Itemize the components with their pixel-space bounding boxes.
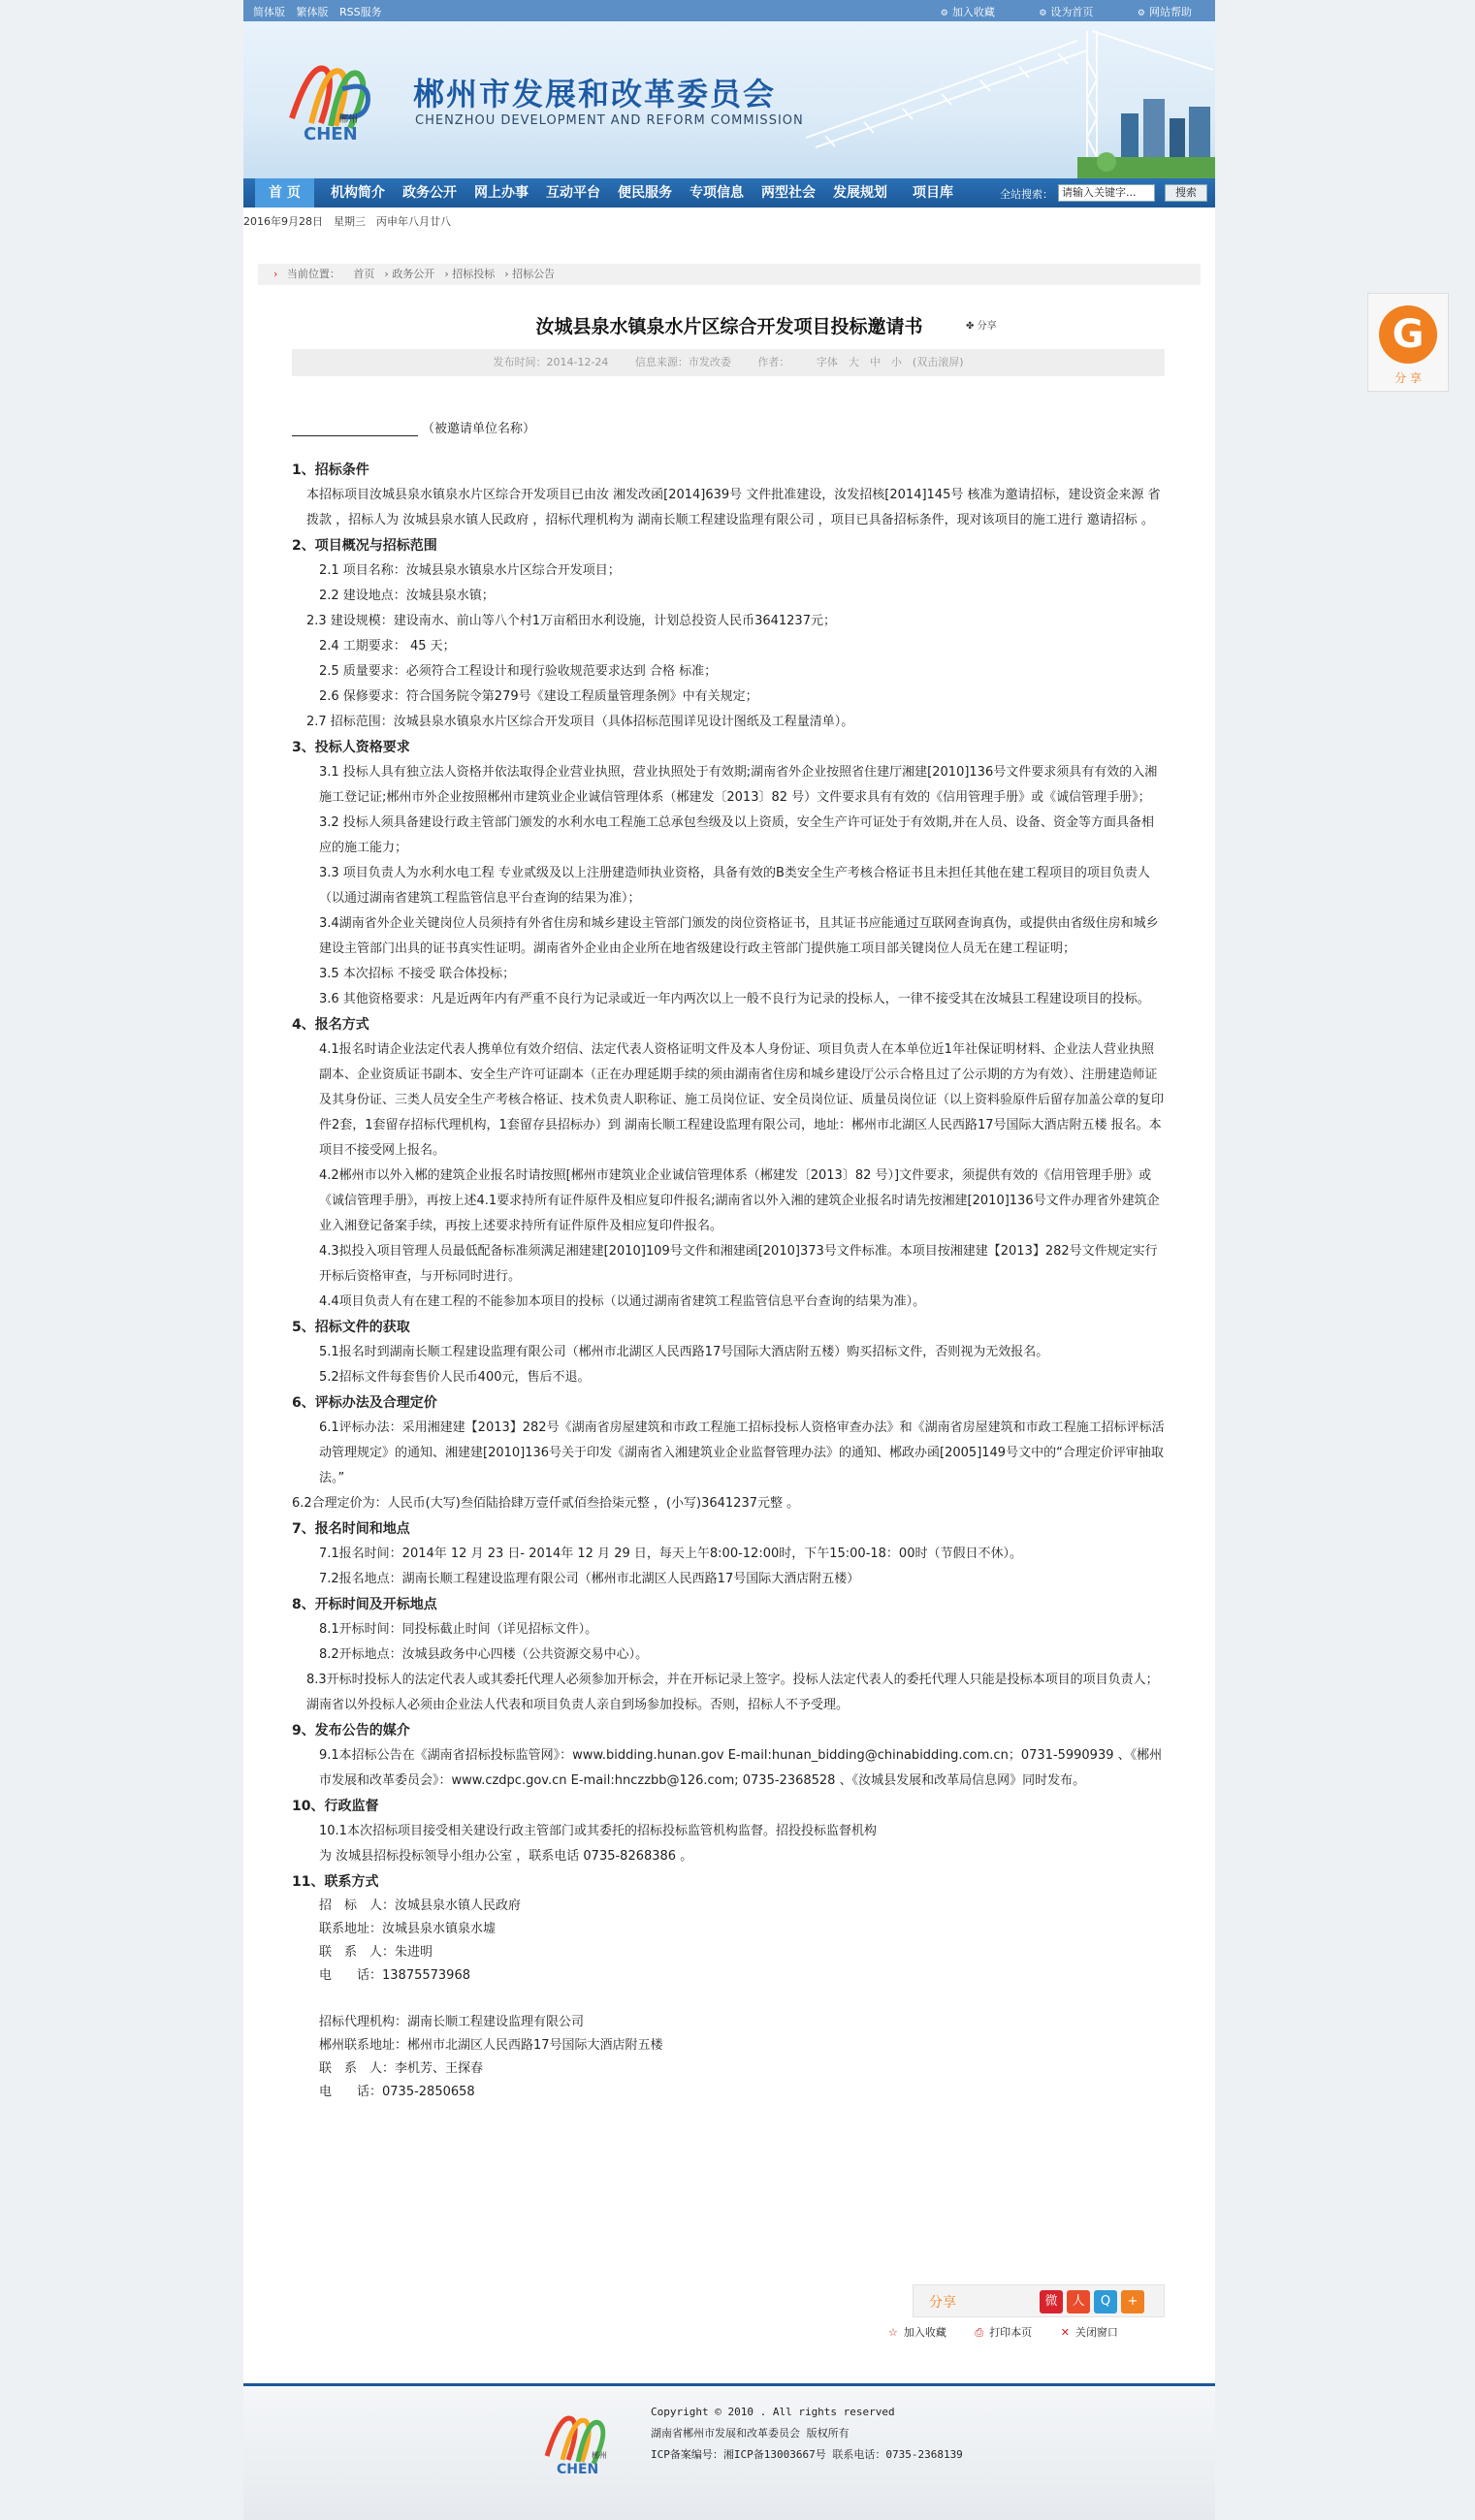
paragraph: 4.4项目负责人有在建工程的不能参加本项目的投标（以通过湖南省建筑工程监管信息平台查询的结果为准）。 [319, 1294, 926, 1309]
nav-about[interactable]: 机构简介 [331, 185, 385, 201]
tool-close-window[interactable]: ✕ 关闭窗口 [1060, 2326, 1118, 2339]
section-heading: 9、发布公告的媒介 [292, 1723, 410, 1738]
link-site-help[interactable]: ⚙ 网站帮助 [1138, 6, 1192, 18]
paragraph: 3.1 投标人具有独立法人资格并依法取得企业营业执照，营业执照处于有效期;湖南省外企业按照省住建厅湘建[2010]136号文件要求须具有有效的入湘施工登记证;郴州市外企业按照郴州市建筑业企业诚信管理体系（郴建发〔2013〕82 号）文件要求具有有效的《信用管理手册》或《诚信管理手册》； [319, 765, 1158, 805]
paragraph: 4.1报名时请企业法定代表人携单位有效介绍信、法定代表人资格证明文件及本人身份证、项目负责人在本单位近1年社保证明材料、企业法人营业执照副本、企业资质证书副本、安全生产许可证副本（正在办理延期手续的须由湖南省住房和城乡建设厅公示合格且过了公示期的方为有效）、注册建造师证及其身份证、三类人员安全生产考核合格证、技术负责人职称证、施工员岗位证、安全员岗位证、质量员岗位证（以上资料验原件后留存加盖公章的复印件2套，1套留存招标代理机构，1套留存县招标办）到 湖南长顺工程建设监理有限公司，地址：郴州市北湖区人民西路17号国际大酒店附五楼 报名。本项目不接受网上报名。 [319, 1042, 1165, 1158]
close-icon: ✕ [1060, 2326, 1070, 2339]
share-renren-icon[interactable]: 人 [1067, 2290, 1090, 2313]
link-simplified[interactable]: 简体版 [253, 6, 285, 18]
share-more-icon[interactable]: + [1121, 2290, 1144, 2313]
breadcrumb-bidding[interactable]: 招标投标 [452, 268, 496, 280]
paragraph: 3.4湖南省外企业关键岗位人员须持有外省住房和城乡建设主管部门颁发的岗位资格证书，且其证书应能通过互联网查询真伪，或提供由省级住房和城乡建设主管部门出具的证书真实性证明。湖南省外企业由企业所在地省级建设行政主管部门提供施工项目部关键岗位人员无在建工程证明； [319, 916, 1159, 956]
share-small-button[interactable] [966, 317, 997, 332]
share-qzone-icon[interactable]: Q [1094, 2290, 1117, 2313]
contact-line: 郴州联系地址：郴州市北湖区人民西路17号国际大酒店附五楼 [319, 2038, 663, 2053]
section-heading: 8、开标时间及开标地点 [292, 1597, 437, 1612]
section-heading: 2、项目概况与招标范围 [292, 538, 437, 554]
section-heading: 7、报名时间和地点 [292, 1521, 410, 1537]
paragraph: 为 汝城县招标投标领导小组办公室 ，联系电话 0735-8268386 。 [319, 1849, 693, 1864]
share-bar-label[interactable]: 分享 [929, 2295, 956, 2311]
link-add-favorite[interactable]: ⚙ 加入收藏 [941, 6, 995, 18]
contact-block [292, 1895, 1165, 2104]
logo-icon [282, 50, 379, 147]
footer-owner: 湖南省郴州市发展和改革委员会 版权所有 [651, 2427, 850, 2440]
site-title-en: CHENZHOU DEVELOPMENT AND REFORM COMMISSION [415, 113, 804, 128]
search-button[interactable]: 搜索 [1165, 184, 1207, 202]
breadcrumb-label: 当前位置： [286, 268, 340, 280]
breadcrumb-arrow-icon: › [273, 268, 278, 280]
link-traditional[interactable]: 繁体版 [296, 6, 329, 18]
article-meta [292, 349, 1165, 376]
footer [243, 2386, 1215, 2520]
footer-logo-icon [539, 2408, 626, 2475]
footer-copyright: Copyright © 2010 . All rights reserved [651, 2406, 895, 2418]
nav-special-info[interactable]: 专项信息 [689, 185, 744, 201]
paragraph: 4.2郴州市以外入郴的建筑企业报名时请按照[郴州市建筑业企业诚信管理体系（郴建发〔2013〕82 号）]文件要求，须提供有效的《信用管理手册》或《诚信管理手册》，再按上述4.1要求持所有证件原件及相应复印件报名;湖南省以外入湘的建筑企业报名时请先按湘建[2010]136号文件办理省外建筑企业入湘登记备案手续，再按上述要求持所有证件原件及相应复印件报名。 [319, 1168, 1160, 1233]
section-heading: 1、招标条件 [292, 463, 369, 478]
meta-author: 作者： [757, 356, 790, 368]
logo-text-en: CHEN [304, 124, 358, 144]
tool-print[interactable]: ⎙ 打印本页 [975, 2326, 1033, 2339]
paragraph: 6.2合理定价为：人民币(大写)叁佰陆拾肆万壹仟贰佰叁拾柒元整 ，(小写)3641237元整 。 [292, 1496, 800, 1511]
section-heading: 3、投标人资格要求 [292, 740, 410, 755]
page [243, 0, 1215, 2520]
footer-icp: ICP备案编号：湘ICP备13003667号 联系电话：0735-2368139 [651, 2448, 963, 2461]
paragraph: 本招标项目汝城县泉水镇泉水片区综合开发项目已由汝 湘发改函[2014]639号 文件批准建设，汝发招核[2014]145号 核准为邀请招标，建设资金来源 省拨款 ，招标人为 汝城县泉水镇人民政府 ，招标代理机构为 湖南长顺工程建设监理有限公司 ，项目已具备招标条件，现对该项目的施工进行 邀请招标 。 [306, 488, 1161, 527]
paragraph: 2.7 招标范围：汝城县泉水镇泉水片区综合开发项目（具体招标范围详见设计图纸及工程量清单）。 [306, 715, 854, 729]
header-banner [243, 21, 1215, 178]
logo-text-cn: 郴州 [338, 114, 358, 125]
meta-font-size[interactable]: 字体 大 中 小 (双击滚屏) [816, 356, 964, 368]
footer-text [651, 2402, 963, 2466]
site-title: 郴州市发展和改革委员会 [413, 76, 777, 112]
nav-home[interactable]: 首 页 [255, 178, 314, 207]
breadcrumb-home[interactable]: 首页 [353, 268, 375, 280]
paragraph: 10.1本次招标项目接受相关建设行政主管部门或其委托的招标投标监管机构监督。招投投标监督机构 [319, 1824, 877, 1838]
nav-online-service[interactable]: 网上办事 [474, 185, 529, 201]
paragraph: 3.5 本次招标 不接受 联合体投标； [319, 967, 516, 981]
paragraph: 2.2 建设地点：汝城县泉水镇； [319, 589, 495, 603]
search-input[interactable]: 请输入关键字... [1058, 184, 1155, 202]
share-small-icon: ✤ [966, 321, 975, 332]
contact-line [319, 1988, 1165, 2011]
search-label: 全站搜索： [1000, 188, 1053, 201]
breadcrumb-bidding-notice[interactable]: 招标公告 [512, 268, 556, 280]
invitee-label: （被邀请单位名称） [422, 422, 536, 436]
section-heading: 10、行政监督 [292, 1799, 379, 1814]
link-rss[interactable]: RSS服务 [339, 6, 382, 18]
share-bar [913, 2284, 1165, 2317]
contact-line: 电 话：13875573968 [319, 1968, 470, 1983]
breadcrumb: › 当前位置： 首页 › 政务公开 › 招标投标 › 招标公告 [258, 264, 1201, 285]
paragraph: 3.3 项目负责人为水利水电工程 专业贰级及以上注册建造师执业资格，具备有效的B类安全生产考核合格证书且未担任其他在建工程项目的项目负责人（以通过湖南省建筑工程监管信息平台查询的结果为准）； [319, 866, 1150, 906]
invitee-blank [292, 423, 418, 436]
paragraph: 2.3 建设规模：建设南水、前山等八个村1万亩稻田水利设施，计划总投资人民币3641237元； [306, 614, 836, 628]
paragraph: 2.4 工期要求： 45 天； [319, 639, 456, 654]
print-icon: ⎙ [975, 2326, 984, 2339]
contact-line: 联 系 人：朱进明 [319, 1945, 433, 1960]
nav-public-service[interactable]: 便民服务 [618, 185, 672, 201]
paragraph: 3.2 投标人须具备建设行政主管部门颁发的水利水电工程施工总承包叁级及以上资质，安全生产许可证处于有效期,并在人员、设备、资金等方面具备相应的施工能力； [319, 815, 1154, 855]
paragraph: 9.1本招标公告在《湖南省招标投标监管网》：www.bidding.hunan.gov E-mail:hunan_bidding@chinabidding.com.cn；0731-5990939 、《郴州市发展和改革委员会》：www.czdpc.gov.cn E-mail:hnczzbb@126.com; 0735-2368528 、《汝城县发展和改革局信息网》同时发布。 [319, 1748, 1163, 1788]
article-body [292, 417, 1165, 2104]
section-heading: 5、招标文件的获取 [292, 1320, 410, 1335]
section-heading: 4、报名方式 [292, 1017, 369, 1033]
paragraph: 8.1开标时间：同投标截止时间（详见招标文件）。 [319, 1622, 598, 1637]
crane-skyline-image [786, 21, 1215, 178]
paragraph: 2.6 保修要求：符合国务院令第279号《建设工程质量管理条例》中有关规定； [319, 689, 758, 704]
paragraph: 2.5 质量要求：必须符合工程设计和现行验收规范要求达到 合格 标准； [319, 664, 718, 679]
contact-line: 电 话：0735-2850658 [319, 2085, 475, 2099]
paragraph: 8.2开标地点：汝城县政务中心四楼（公共资源交易中心）。 [319, 1647, 649, 1662]
page-tools [888, 2324, 1143, 2340]
contact-line: 联系地址：汝城县泉水镇泉水墟 [319, 1922, 497, 1936]
nav-interaction[interactable]: 互动平台 [546, 185, 600, 201]
paragraph: 7.1报名时间：2014年 12 月 23 日- 2014年 12 月 29 日，每天上午8:00-12:00时，下午15:00-18：00时（节假日不休）。 [319, 1547, 1022, 1561]
meta-source: 信息来源：市发改委 [634, 356, 731, 368]
paragraph: 5.1报名时到湖南长顺工程建设监理有限公司（郴州市北湖区人民西路17号国际大酒店附五楼）购买招标文件，否则视为无效报名。 [319, 1345, 1049, 1359]
paragraph: 6.1评标办法：采用湘建建【2013】282号《湖南省房屋建筑和市政工程施工招标投标人资格审查办法》和《湖南省房屋建筑和市政工程施工招标评标活动管理规定》的通知、湘建建[2010]136号关于印发《湖南省入湘建筑业企业监督管理办法》的通知、郴政办函[2005]149号文中的“合理定价评审抽取法。” [319, 1420, 1165, 1485]
meta-date: 发布时间：2014-12-24 [493, 356, 609, 368]
share-small-label: 分享 [977, 321, 997, 332]
main-nav [243, 178, 1215, 207]
favorite-icon: ☆ [888, 2326, 898, 2339]
paragraph: 7.2报名地点：湖南长顺工程建设监理有限公司（郴州市北湖区人民西路17号国际大酒店附五楼） [319, 1572, 860, 1586]
nav-project-library[interactable]: 项目库 [913, 185, 953, 201]
section-heading: 6、评标办法及合理定价 [292, 1395, 437, 1411]
nav-planning[interactable]: 发展规划 [833, 185, 887, 201]
share-logo-icon: G [1379, 305, 1437, 364]
section-heading: 11、联系方式 [292, 1874, 379, 1890]
contact-line: 招 标 人：汝城县泉水镇人民政府 [319, 1898, 522, 1913]
paragraph: 2.1 项目名称：汝城县泉水镇泉水片区综合开发项目； [319, 563, 621, 578]
breadcrumb-gov-affairs[interactable]: 政务公开 [392, 268, 435, 280]
side-share-label: 分 享 [1395, 371, 1422, 385]
paragraph: 8.3开标时投标人的法定代表人或其委托代理人必须参加开标会，并在开标记录上签字。投标人法定代表人的委托代理人只能是投标本项目的项目负责人；湖南省以外投标人必须由企业法人代表和项目负责人亲自到场参加投标。否则，招标人不予受理。 [306, 1673, 1159, 1712]
link-set-homepage[interactable]: ⚙ 设为首页 [1039, 6, 1093, 18]
paragraph: 3.6 其他资格要求：凡是近两年内有严重不良行为记录或近一年内两次以上一般不良行为记录的投标人，一律不接受其在汝城县工程建设项目的投标。 [319, 992, 1150, 1006]
paragraph: 5.2招标文件每套售价人民币400元，售后不退。 [319, 1370, 591, 1385]
article-title: 汝城县泉水镇泉水片区综合开发项目投标邀请书 [535, 316, 923, 337]
tool-add-favorite[interactable]: ☆ 加入收藏 [888, 2326, 946, 2339]
top-bar [243, 0, 1215, 21]
date-line: 2016年9月28日 星期三 丙申年八月廿八 [243, 215, 451, 228]
footer-logo-text-cn: 郴州 [592, 2451, 607, 2460]
contact-line: 招标代理机构：湖南长顺工程建设监理有限公司 [319, 2015, 585, 2029]
side-share-widget[interactable] [1367, 293, 1449, 392]
nav-two-type-society[interactable]: 两型社会 [761, 185, 816, 201]
share-weibo-icon[interactable]: 微 [1040, 2290, 1063, 2313]
paragraph: 4.3拟投入项目管理人员最低配备标准须满足湘建建[2010]109号文件和湘建函[2010]373号文件标准。本项目按湘建建【2013】282号文件规定实行开标后资格审查，与开标同时进行。 [319, 1244, 1158, 1284]
contact-line: 联 系 人：李机芳、王探春 [319, 2061, 484, 2076]
nav-gov-affairs[interactable]: 政务公开 [402, 185, 457, 201]
footer-logo-text-en: CHEN [557, 2462, 599, 2475]
